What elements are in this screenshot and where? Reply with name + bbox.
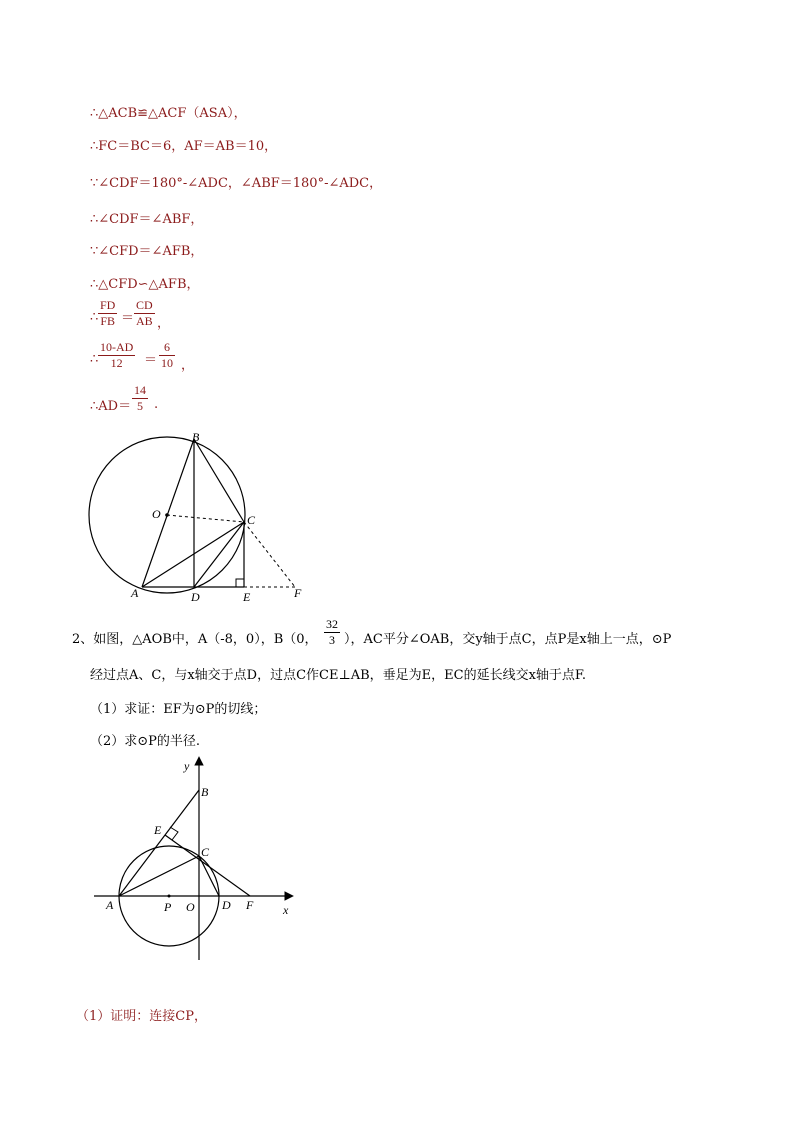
comma: ，: [157, 316, 171, 331]
segment-dc: [194, 522, 244, 587]
fraction-numerator: 32: [326, 617, 338, 631]
label-b: B: [192, 430, 200, 444]
geometry-figure-1: [80, 425, 320, 605]
fraction-6-10: [159, 340, 175, 371]
label-y: y: [184, 759, 190, 773]
equals-sign: ＝: [144, 353, 158, 368]
fraction-denominator: AB: [136, 314, 153, 328]
fraction-numerator: FD: [100, 298, 116, 312]
center-dot-p: [168, 895, 171, 898]
solution-line-6: ∴△CFD∽△AFB，: [90, 277, 200, 292]
question-1: （1）求证：EF为⊙P的切线；: [90, 702, 267, 717]
label-f: F: [294, 586, 302, 600]
right-angle-mark: [236, 579, 244, 587]
fraction-numerator: 14: [134, 383, 146, 397]
label-a: A: [106, 898, 114, 912]
problem-2-line-1-b: ），AC平分∠OAB，交y轴于点C，点P是x轴上一点，⊙P: [344, 632, 672, 647]
fraction-cd-ab: [134, 298, 155, 329]
solution-line-2: ∴FC＝BC＝6，AF＝AB＝10，: [90, 139, 278, 154]
label-o: O: [186, 900, 195, 914]
segment-oc-dashed: [167, 515, 244, 522]
label-d: D: [191, 590, 200, 604]
fraction-fd-fb: [98, 298, 117, 329]
segment-cd: [199, 856, 219, 896]
right-angle-mark: [170, 827, 178, 840]
label-f: F: [246, 898, 254, 912]
question-2: （2）求⊙P的半径.: [90, 734, 201, 749]
fraction-eq-1-prefix: ∴: [90, 310, 99, 325]
fraction-14-5: [132, 383, 148, 414]
fraction-eq-2-prefix: ∴: [90, 352, 99, 367]
geometry-figure-2: [90, 752, 310, 967]
equals-sign: ＝: [121, 311, 135, 326]
segment-ac: [142, 522, 244, 587]
solution-line-1: ∴△ACB≌△ACF（ASA），: [90, 106, 247, 121]
label-c: C: [247, 513, 256, 527]
fraction-numerator: 10-AD: [100, 340, 134, 354]
fraction-10-minus-ad: [98, 340, 135, 371]
problem-2-line-1-a: 2、如图，△AOB中，A（-8，0），B（0，: [72, 632, 318, 647]
fraction-32-3: [324, 617, 340, 648]
center-dot-o: [165, 513, 169, 517]
label-e: E: [154, 823, 162, 837]
label-c: C: [201, 845, 210, 859]
label-a: A: [131, 586, 139, 600]
label-p: P: [164, 900, 172, 914]
solution-line-3: ∵∠CDF＝180°-∠ADC，∠ABF＝180°-∠ADC，: [90, 176, 383, 191]
fraction-denominator: 3: [329, 633, 335, 647]
fraction-denominator: 12: [110, 356, 123, 370]
label-o: O: [152, 507, 161, 521]
proof-line-1: （1）证明：连接CP，: [76, 1009, 207, 1024]
fraction-denominator: 5: [137, 399, 143, 413]
solution-line-4: ∴∠CDF＝∠ABF，: [90, 212, 204, 227]
fraction-numerator: 6: [159, 340, 175, 356]
segment-ab: [142, 439, 194, 587]
result-ad-prefix: ∴AD＝: [90, 399, 132, 414]
label-e: E: [243, 590, 251, 604]
label-b: B: [201, 785, 209, 799]
fraction-denominator: FB: [100, 314, 116, 328]
period: .: [154, 397, 159, 412]
segment-ab: [119, 790, 199, 896]
fraction-denominator: 10: [161, 356, 173, 370]
fraction-numerator: CD: [136, 298, 153, 312]
segment-cf-dashed: [244, 522, 295, 587]
segment-ac: [119, 856, 199, 896]
solution-line-5: ∵∠CFD＝∠AFB，: [90, 244, 204, 259]
label-d: D: [222, 898, 231, 912]
label-x: x: [283, 903, 289, 917]
comma: ，: [181, 358, 195, 373]
problem-2-line-2: 经过点A、C，与x轴交于点D，过点C作CE⊥AB，垂足为E，EC的延长线交x轴于点F.: [90, 668, 587, 683]
